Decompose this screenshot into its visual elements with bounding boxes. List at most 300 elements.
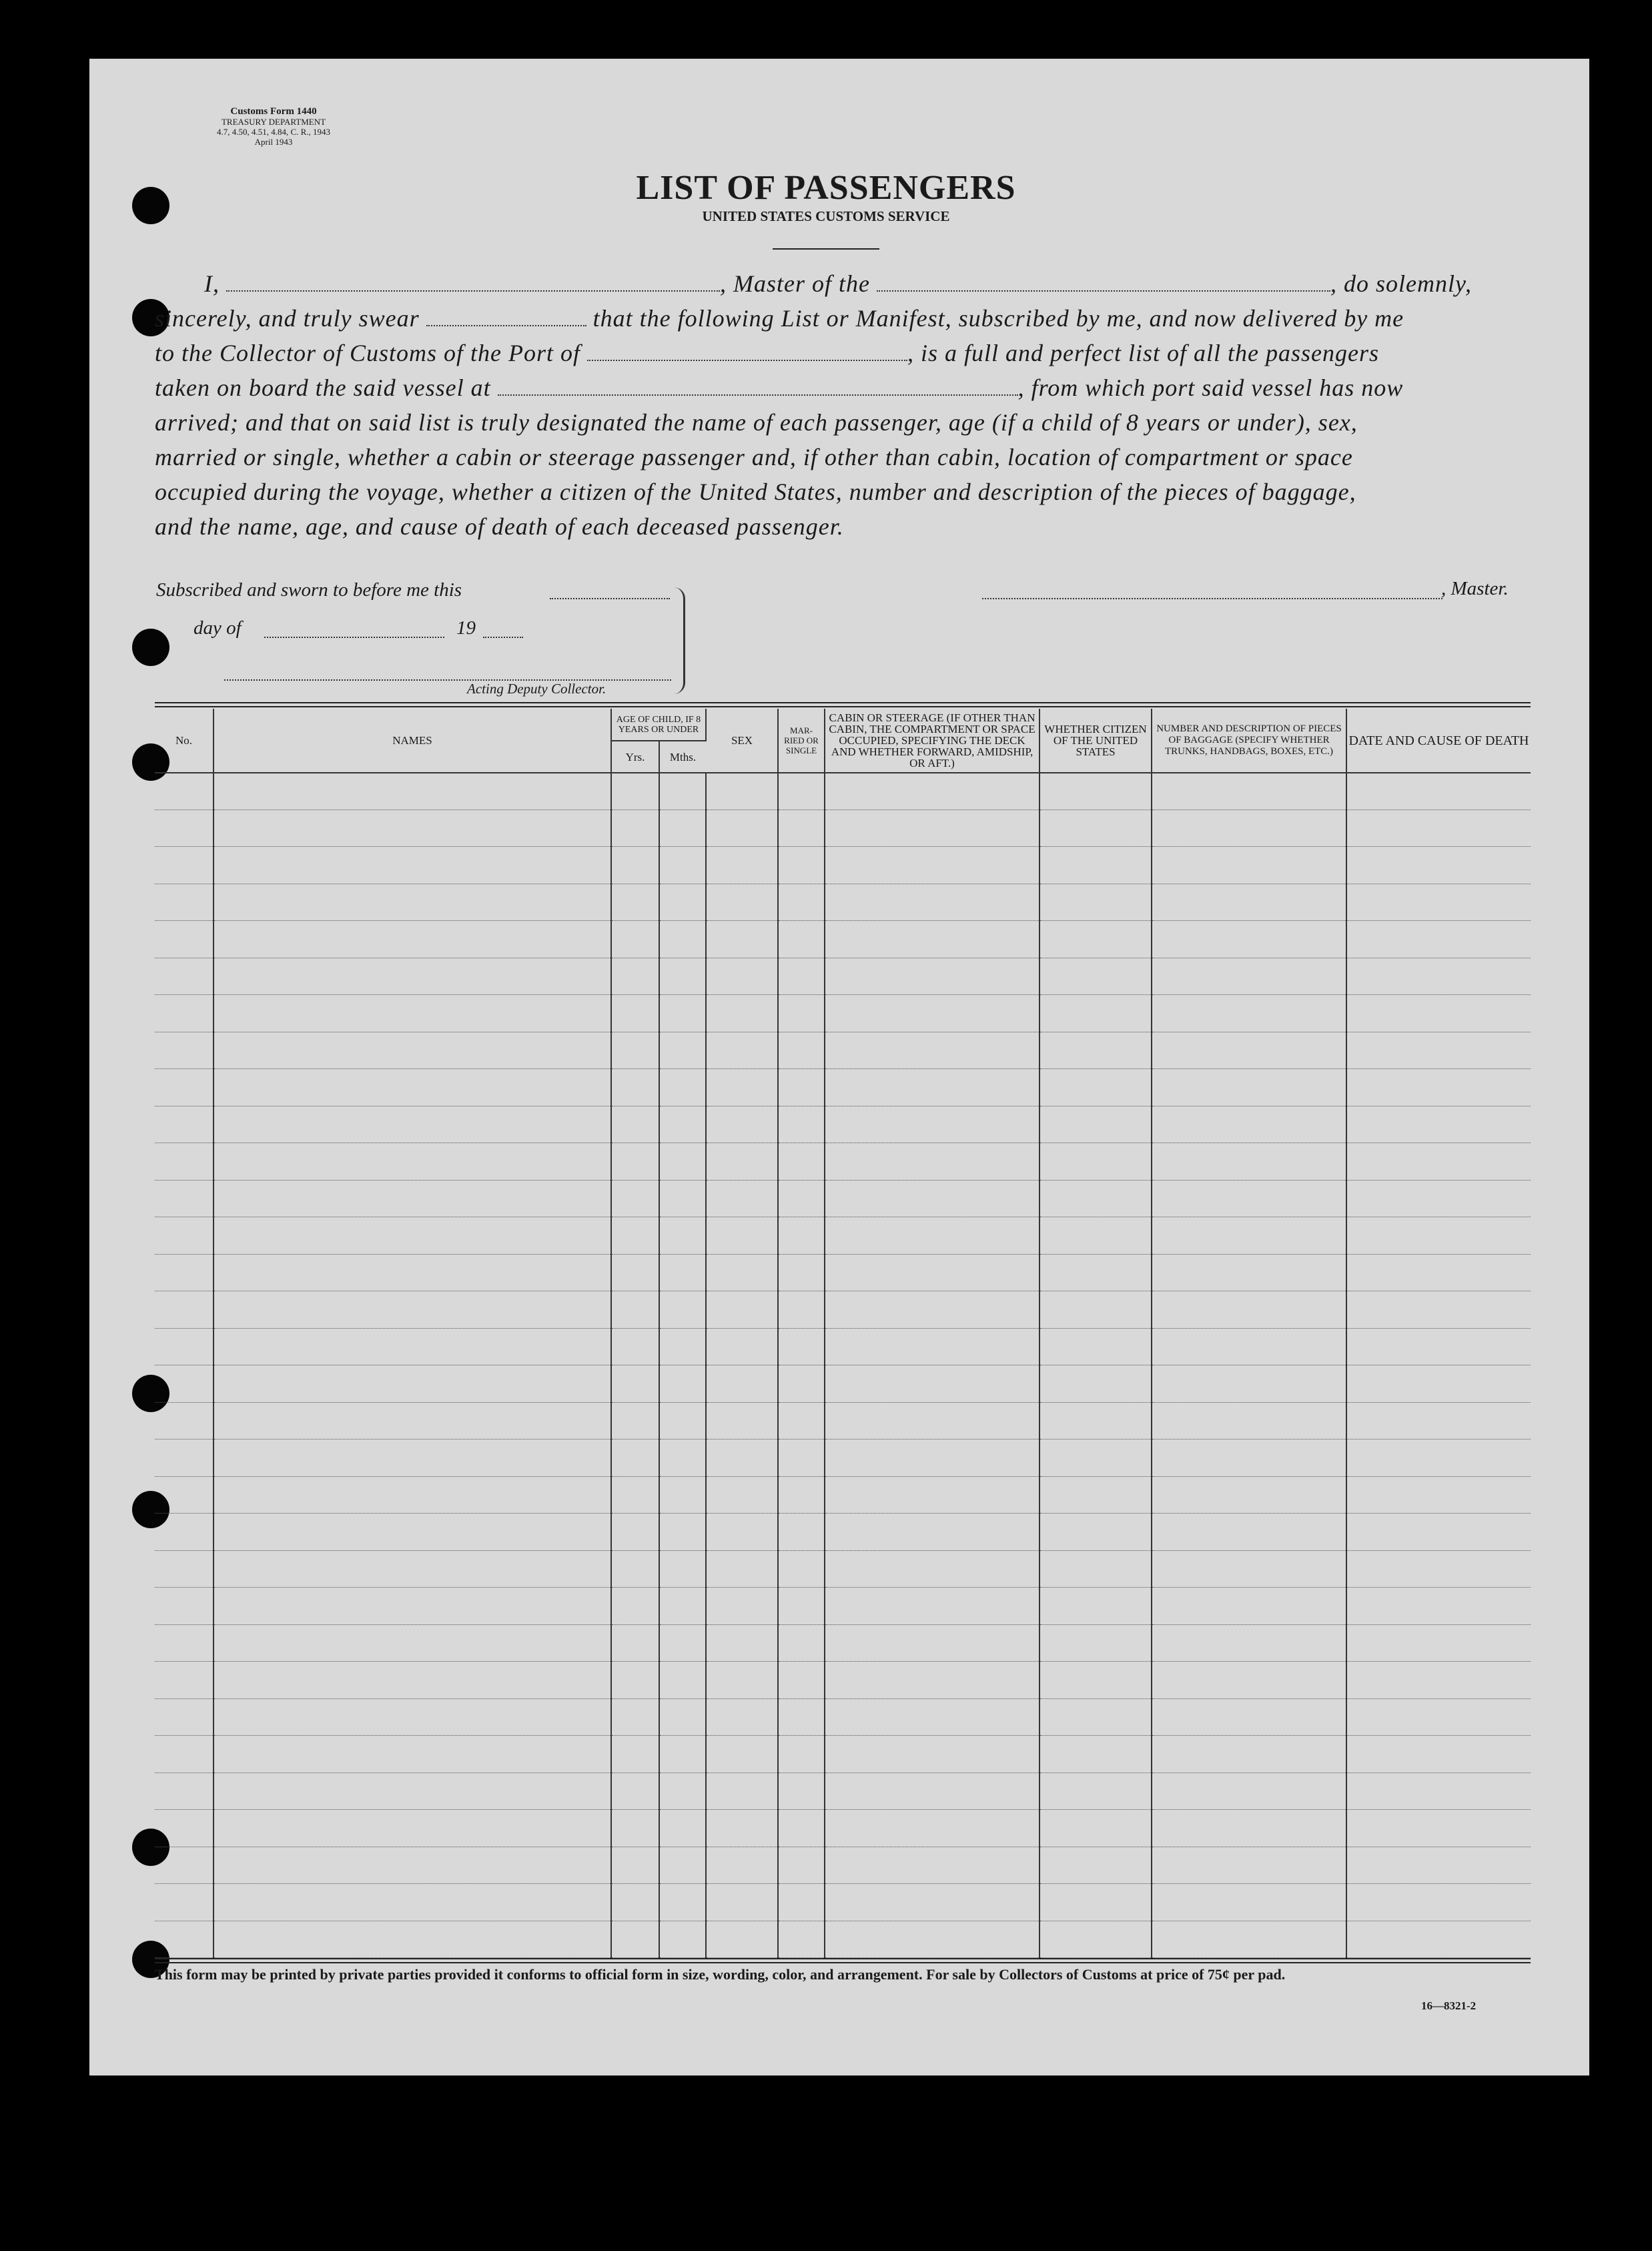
table-cell[interactable]	[214, 995, 611, 1032]
table-cell[interactable]	[214, 1514, 611, 1550]
table-cell[interactable]	[1040, 1069, 1152, 1106]
table-cell[interactable]	[155, 847, 214, 884]
table-cell[interactable]	[706, 1847, 778, 1883]
table-cell[interactable]	[214, 1698, 611, 1735]
table-cell[interactable]	[659, 847, 706, 884]
table-cell[interactable]	[706, 1736, 778, 1773]
table-cell[interactable]	[155, 1291, 214, 1328]
table-cell[interactable]	[1152, 1365, 1346, 1402]
master-signature-field[interactable]	[982, 582, 1442, 599]
table-cell[interactable]	[155, 1624, 214, 1661]
table-cell[interactable]	[611, 1217, 659, 1254]
table-cell[interactable]	[825, 1624, 1040, 1661]
table-cell[interactable]	[1040, 1514, 1152, 1550]
table-cell[interactable]	[1040, 847, 1152, 884]
table-cell[interactable]	[1152, 1624, 1346, 1661]
table-cell[interactable]	[1152, 847, 1346, 884]
table-cell[interactable]	[214, 958, 611, 994]
table-cell[interactable]	[1040, 1032, 1152, 1068]
table-cell[interactable]	[659, 1217, 706, 1254]
table-cell[interactable]	[1346, 1143, 1531, 1180]
table-cell[interactable]	[1040, 1698, 1152, 1735]
table-cell[interactable]	[1152, 1773, 1346, 1809]
table-cell[interactable]	[778, 1662, 825, 1698]
table-cell[interactable]	[1152, 1588, 1346, 1624]
table-cell[interactable]	[825, 1588, 1040, 1624]
table-cell[interactable]	[1152, 1180, 1346, 1217]
table-cell[interactable]	[706, 810, 778, 846]
table-cell[interactable]	[214, 1588, 611, 1624]
table-cell[interactable]	[214, 1291, 611, 1328]
table-cell[interactable]	[659, 1624, 706, 1661]
table-cell[interactable]	[1346, 921, 1531, 958]
table-cell[interactable]	[659, 1514, 706, 1550]
master-name-field[interactable]	[226, 276, 720, 292]
table-cell[interactable]	[659, 1291, 706, 1328]
table-cell[interactable]	[155, 1439, 214, 1476]
table-cell[interactable]	[155, 773, 214, 810]
table-cell[interactable]	[1346, 1698, 1531, 1735]
table-cell[interactable]	[706, 1810, 778, 1847]
table-cell[interactable]	[214, 847, 611, 884]
table-cell[interactable]	[659, 810, 706, 846]
table-cell[interactable]	[825, 1365, 1040, 1402]
table-cell[interactable]	[825, 1514, 1040, 1550]
month-field[interactable]	[264, 621, 444, 638]
table-cell[interactable]	[659, 1254, 706, 1291]
table-cell[interactable]	[1040, 1439, 1152, 1476]
table-cell[interactable]	[706, 1032, 778, 1068]
table-cell[interactable]	[214, 1624, 611, 1661]
table-cell[interactable]	[214, 1217, 611, 1254]
table-cell[interactable]	[778, 1328, 825, 1365]
table-cell[interactable]	[214, 1143, 611, 1180]
table-cell[interactable]	[1152, 1662, 1346, 1698]
table-cell[interactable]	[778, 1254, 825, 1291]
table-cell[interactable]	[611, 1550, 659, 1587]
table-cell[interactable]	[825, 1106, 1040, 1143]
table-cell[interactable]	[1152, 1698, 1346, 1735]
table-cell[interactable]	[1346, 810, 1531, 846]
table-cell[interactable]	[778, 1180, 825, 1217]
table-cell[interactable]	[825, 1032, 1040, 1068]
table-cell[interactable]	[1346, 1773, 1531, 1809]
table-cell[interactable]	[706, 1402, 778, 1439]
table-cell[interactable]	[611, 958, 659, 994]
table-cell[interactable]	[1152, 1921, 1346, 1957]
table-cell[interactable]	[1040, 921, 1152, 958]
table-cell[interactable]	[825, 1143, 1040, 1180]
table-cell[interactable]	[778, 1773, 825, 1809]
table-cell[interactable]	[825, 1328, 1040, 1365]
table-cell[interactable]	[659, 1698, 706, 1735]
table-cell[interactable]	[1346, 773, 1531, 810]
table-cell[interactable]	[778, 1736, 825, 1773]
table-cell[interactable]	[155, 1217, 214, 1254]
table-cell[interactable]	[1040, 1143, 1152, 1180]
table-cell[interactable]	[155, 1698, 214, 1735]
table-cell[interactable]	[706, 1217, 778, 1254]
table-cell[interactable]	[611, 1328, 659, 1365]
table-cell[interactable]	[611, 1032, 659, 1068]
table-cell[interactable]	[611, 773, 659, 810]
table-cell[interactable]	[1346, 995, 1531, 1032]
table-cell[interactable]	[1152, 995, 1346, 1032]
table-cell[interactable]	[1346, 1588, 1531, 1624]
table-cell[interactable]	[1152, 1217, 1346, 1254]
table-cell[interactable]	[214, 884, 611, 920]
table-cell[interactable]	[1040, 1550, 1152, 1587]
table-cell[interactable]	[214, 1328, 611, 1365]
table-cell[interactable]	[1152, 884, 1346, 920]
table-cell[interactable]	[611, 1291, 659, 1328]
table-cell[interactable]	[611, 1254, 659, 1291]
table-cell[interactable]	[1152, 1847, 1346, 1883]
table-cell[interactable]	[659, 921, 706, 958]
table-cell[interactable]	[1152, 1032, 1346, 1068]
table-cell[interactable]	[214, 1032, 611, 1068]
table-cell[interactable]	[706, 1884, 778, 1921]
table-cell[interactable]	[778, 1514, 825, 1550]
table-cell[interactable]	[1040, 1810, 1152, 1847]
table-cell[interactable]	[1152, 1514, 1346, 1550]
table-cell[interactable]	[155, 995, 214, 1032]
table-cell[interactable]	[659, 1921, 706, 1957]
table-cell[interactable]	[155, 1106, 214, 1143]
table-cell[interactable]	[1040, 1180, 1152, 1217]
table-cell[interactable]	[706, 1069, 778, 1106]
table-cell[interactable]	[825, 1921, 1040, 1957]
table-cell[interactable]	[778, 884, 825, 920]
table-cell[interactable]	[214, 810, 611, 846]
table-cell[interactable]	[825, 847, 1040, 884]
table-cell[interactable]	[706, 1773, 778, 1809]
table-cell[interactable]	[611, 810, 659, 846]
table-cell[interactable]	[1346, 847, 1531, 884]
table-cell[interactable]	[706, 958, 778, 994]
table-cell[interactable]	[1346, 1884, 1531, 1921]
table-cell[interactable]	[706, 1106, 778, 1143]
table-cell[interactable]	[611, 1439, 659, 1476]
table-cell[interactable]	[659, 1884, 706, 1921]
table-cell[interactable]	[1346, 1550, 1531, 1587]
table-cell[interactable]	[1346, 1847, 1531, 1883]
table-cell[interactable]	[214, 1106, 611, 1143]
table-cell[interactable]	[611, 1847, 659, 1883]
table-cell[interactable]	[825, 773, 1040, 810]
table-cell[interactable]	[155, 1884, 214, 1921]
table-cell[interactable]	[155, 1254, 214, 1291]
table-cell[interactable]	[825, 1550, 1040, 1587]
table-cell[interactable]	[1040, 1402, 1152, 1439]
table-cell[interactable]	[214, 1180, 611, 1217]
table-cell[interactable]	[659, 995, 706, 1032]
table-cell[interactable]	[778, 810, 825, 846]
table-cell[interactable]	[825, 1180, 1040, 1217]
table-cell[interactable]	[825, 884, 1040, 920]
table-cell[interactable]	[778, 1810, 825, 1847]
table-cell[interactable]	[706, 921, 778, 958]
table-cell[interactable]	[1040, 1773, 1152, 1809]
table-cell[interactable]	[706, 884, 778, 920]
table-cell[interactable]	[825, 1254, 1040, 1291]
table-cell[interactable]	[1152, 1884, 1346, 1921]
table-cell[interactable]	[611, 1069, 659, 1106]
table-cell[interactable]	[778, 1143, 825, 1180]
table-cell[interactable]	[155, 921, 214, 958]
table-cell[interactable]	[825, 1439, 1040, 1476]
table-cell[interactable]	[706, 1588, 778, 1624]
table-cell[interactable]	[1040, 1291, 1152, 1328]
table-cell[interactable]	[706, 1662, 778, 1698]
table-cell[interactable]	[659, 958, 706, 994]
table-cell[interactable]	[155, 1180, 214, 1217]
table-cell[interactable]	[1152, 773, 1346, 810]
table-cell[interactable]	[1040, 958, 1152, 994]
table-cell[interactable]	[706, 1254, 778, 1291]
table-cell[interactable]	[1346, 884, 1531, 920]
table-cell[interactable]	[611, 1662, 659, 1698]
table-cell[interactable]	[611, 1736, 659, 1773]
table-cell[interactable]	[1346, 1514, 1531, 1550]
table-cell[interactable]	[155, 958, 214, 994]
table-cell[interactable]	[825, 921, 1040, 958]
table-cell[interactable]	[659, 1662, 706, 1698]
table-cell[interactable]	[1346, 1365, 1531, 1402]
table-cell[interactable]	[778, 1921, 825, 1957]
table-cell[interactable]	[214, 1773, 611, 1809]
table-cell[interactable]	[706, 1328, 778, 1365]
table-cell[interactable]	[778, 847, 825, 884]
table-cell[interactable]	[825, 1291, 1040, 1328]
table-cell[interactable]	[611, 1143, 659, 1180]
table-cell[interactable]	[706, 1698, 778, 1735]
table-cell[interactable]	[1040, 1588, 1152, 1624]
table-cell[interactable]	[1040, 1736, 1152, 1773]
table-cell[interactable]	[1152, 1550, 1346, 1587]
table-cell[interactable]	[611, 1810, 659, 1847]
table-cell[interactable]	[611, 921, 659, 958]
table-cell[interactable]	[1346, 958, 1531, 994]
table-cell[interactable]	[214, 1662, 611, 1698]
table-cell[interactable]	[1346, 1736, 1531, 1773]
table-cell[interactable]	[1346, 1217, 1531, 1254]
table-cell[interactable]	[778, 1588, 825, 1624]
table-cell[interactable]	[659, 1143, 706, 1180]
year-field[interactable]	[483, 621, 523, 638]
collector-signature-field[interactable]	[224, 663, 671, 681]
table-cell[interactable]	[659, 1365, 706, 1402]
table-cell[interactable]	[611, 1402, 659, 1439]
table-cell[interactable]	[778, 1624, 825, 1661]
table-cell[interactable]	[611, 995, 659, 1032]
table-cell[interactable]	[659, 1847, 706, 1883]
table-cell[interactable]	[778, 1106, 825, 1143]
table-cell[interactable]	[214, 1921, 611, 1957]
table-cell[interactable]	[659, 1588, 706, 1624]
table-cell[interactable]	[611, 1884, 659, 1921]
table-cell[interactable]	[825, 1736, 1040, 1773]
table-cell[interactable]	[1040, 1624, 1152, 1661]
table-cell[interactable]	[1040, 1847, 1152, 1883]
vessel-name-field[interactable]	[877, 276, 1330, 292]
table-cell[interactable]	[659, 1810, 706, 1847]
table-cell[interactable]	[1346, 1254, 1531, 1291]
table-cell[interactable]	[155, 884, 214, 920]
swear-field[interactable]	[426, 310, 586, 326]
table-cell[interactable]	[1346, 1476, 1531, 1513]
table-cell[interactable]	[1040, 1254, 1152, 1291]
table-cell[interactable]	[155, 1810, 214, 1847]
table-cell[interactable]	[1346, 1921, 1531, 1957]
table-cell[interactable]	[611, 1514, 659, 1550]
table-cell[interactable]	[155, 1365, 214, 1402]
table-cell[interactable]	[778, 1476, 825, 1513]
table-cell[interactable]	[155, 1514, 214, 1550]
table-cell[interactable]	[659, 1476, 706, 1513]
table-cell[interactable]	[778, 1217, 825, 1254]
table-cell[interactable]	[1152, 1736, 1346, 1773]
table-cell[interactable]	[214, 1365, 611, 1402]
table-cell[interactable]	[659, 1328, 706, 1365]
table-cell[interactable]	[611, 847, 659, 884]
table-cell[interactable]	[155, 1069, 214, 1106]
table-cell[interactable]	[706, 1439, 778, 1476]
table-cell[interactable]	[706, 1921, 778, 1957]
table-cell[interactable]	[706, 1514, 778, 1550]
table-cell[interactable]	[659, 1773, 706, 1809]
table-cell[interactable]	[1346, 1180, 1531, 1217]
table-cell[interactable]	[1040, 773, 1152, 810]
table-cell[interactable]	[825, 1884, 1040, 1921]
table-cell[interactable]	[155, 1328, 214, 1365]
table-cell[interactable]	[778, 958, 825, 994]
table-cell[interactable]	[155, 1143, 214, 1180]
table-cell[interactable]	[1346, 1032, 1531, 1068]
subscribed-date-field[interactable]	[550, 582, 670, 599]
table-cell[interactable]	[825, 1402, 1040, 1439]
table-cell[interactable]	[155, 1588, 214, 1624]
table-cell[interactable]	[611, 1624, 659, 1661]
table-cell[interactable]	[706, 995, 778, 1032]
table-cell[interactable]	[778, 1847, 825, 1883]
table-cell[interactable]	[1040, 995, 1152, 1032]
table-cell[interactable]	[1346, 1624, 1531, 1661]
table-cell[interactable]	[659, 1180, 706, 1217]
table-cell[interactable]	[1152, 1328, 1346, 1365]
table-cell[interactable]	[706, 1624, 778, 1661]
table-cell[interactable]	[1040, 1106, 1152, 1143]
table-cell[interactable]	[706, 1476, 778, 1513]
table-cell[interactable]	[1346, 1328, 1531, 1365]
table-cell[interactable]	[1040, 1328, 1152, 1365]
table-cell[interactable]	[659, 1439, 706, 1476]
table-cell[interactable]	[659, 1736, 706, 1773]
table-cell[interactable]	[155, 1847, 214, 1883]
table-cell[interactable]	[1040, 1476, 1152, 1513]
table-cell[interactable]	[825, 1069, 1040, 1106]
departure-port-field[interactable]	[498, 380, 1018, 396]
table-cell[interactable]	[214, 1847, 611, 1883]
table-cell[interactable]	[214, 1439, 611, 1476]
table-cell[interactable]	[825, 958, 1040, 994]
table-cell[interactable]	[778, 1884, 825, 1921]
table-cell[interactable]	[1040, 1217, 1152, 1254]
table-cell[interactable]	[611, 1588, 659, 1624]
table-cell[interactable]	[1346, 1662, 1531, 1698]
table-cell[interactable]	[611, 1476, 659, 1513]
table-cell[interactable]	[1346, 1439, 1531, 1476]
table-cell[interactable]	[706, 1365, 778, 1402]
table-cell[interactable]	[778, 1439, 825, 1476]
table-cell[interactable]	[778, 1032, 825, 1068]
table-cell[interactable]	[1152, 1069, 1346, 1106]
table-cell[interactable]	[1040, 1365, 1152, 1402]
table-cell[interactable]	[214, 1476, 611, 1513]
table-cell[interactable]	[611, 1106, 659, 1143]
table-cell[interactable]	[1152, 810, 1346, 846]
table-cell[interactable]	[778, 773, 825, 810]
table-cell[interactable]	[706, 1291, 778, 1328]
table-cell[interactable]	[155, 1476, 214, 1513]
table-cell[interactable]	[659, 1106, 706, 1143]
table-cell[interactable]	[214, 773, 611, 810]
table-cell[interactable]	[611, 1921, 659, 1957]
table-cell[interactable]	[1152, 1476, 1346, 1513]
table-cell[interactable]	[706, 847, 778, 884]
table-cell[interactable]	[778, 1365, 825, 1402]
table-cell[interactable]	[778, 995, 825, 1032]
table-cell[interactable]	[155, 1736, 214, 1773]
table-cell[interactable]	[1346, 1402, 1531, 1439]
table-cell[interactable]	[155, 1550, 214, 1587]
table-cell[interactable]	[155, 1662, 214, 1698]
table-cell[interactable]	[778, 921, 825, 958]
table-cell[interactable]	[1040, 1921, 1152, 1957]
table-cell[interactable]	[706, 1143, 778, 1180]
table-cell[interactable]	[1152, 921, 1346, 958]
table-cell[interactable]	[1152, 1439, 1346, 1476]
table-cell[interactable]	[611, 1180, 659, 1217]
table-cell[interactable]	[778, 1698, 825, 1735]
table-cell[interactable]	[1040, 1662, 1152, 1698]
table-cell[interactable]	[155, 1773, 214, 1809]
table-cell[interactable]	[155, 1921, 214, 1957]
table-cell[interactable]	[825, 1698, 1040, 1735]
table-cell[interactable]	[611, 1365, 659, 1402]
table-cell[interactable]	[825, 1217, 1040, 1254]
table-cell[interactable]	[1040, 810, 1152, 846]
table-cell[interactable]	[611, 1773, 659, 1809]
table-cell[interactable]	[659, 773, 706, 810]
table-cell[interactable]	[1152, 1402, 1346, 1439]
table-cell[interactable]	[825, 995, 1040, 1032]
table-cell[interactable]	[1346, 1069, 1531, 1106]
table-cell[interactable]	[778, 1402, 825, 1439]
table-cell[interactable]	[611, 1698, 659, 1735]
table-cell[interactable]	[659, 1550, 706, 1587]
table-cell[interactable]	[659, 1402, 706, 1439]
table-cell[interactable]	[214, 1550, 611, 1587]
table-cell[interactable]	[825, 810, 1040, 846]
table-cell[interactable]	[214, 1069, 611, 1106]
table-cell[interactable]	[1152, 1106, 1346, 1143]
table-cell[interactable]	[659, 1032, 706, 1068]
table-cell[interactable]	[706, 1550, 778, 1587]
table-cell[interactable]	[1152, 958, 1346, 994]
table-cell[interactable]	[155, 1402, 214, 1439]
port-field[interactable]	[587, 345, 907, 361]
